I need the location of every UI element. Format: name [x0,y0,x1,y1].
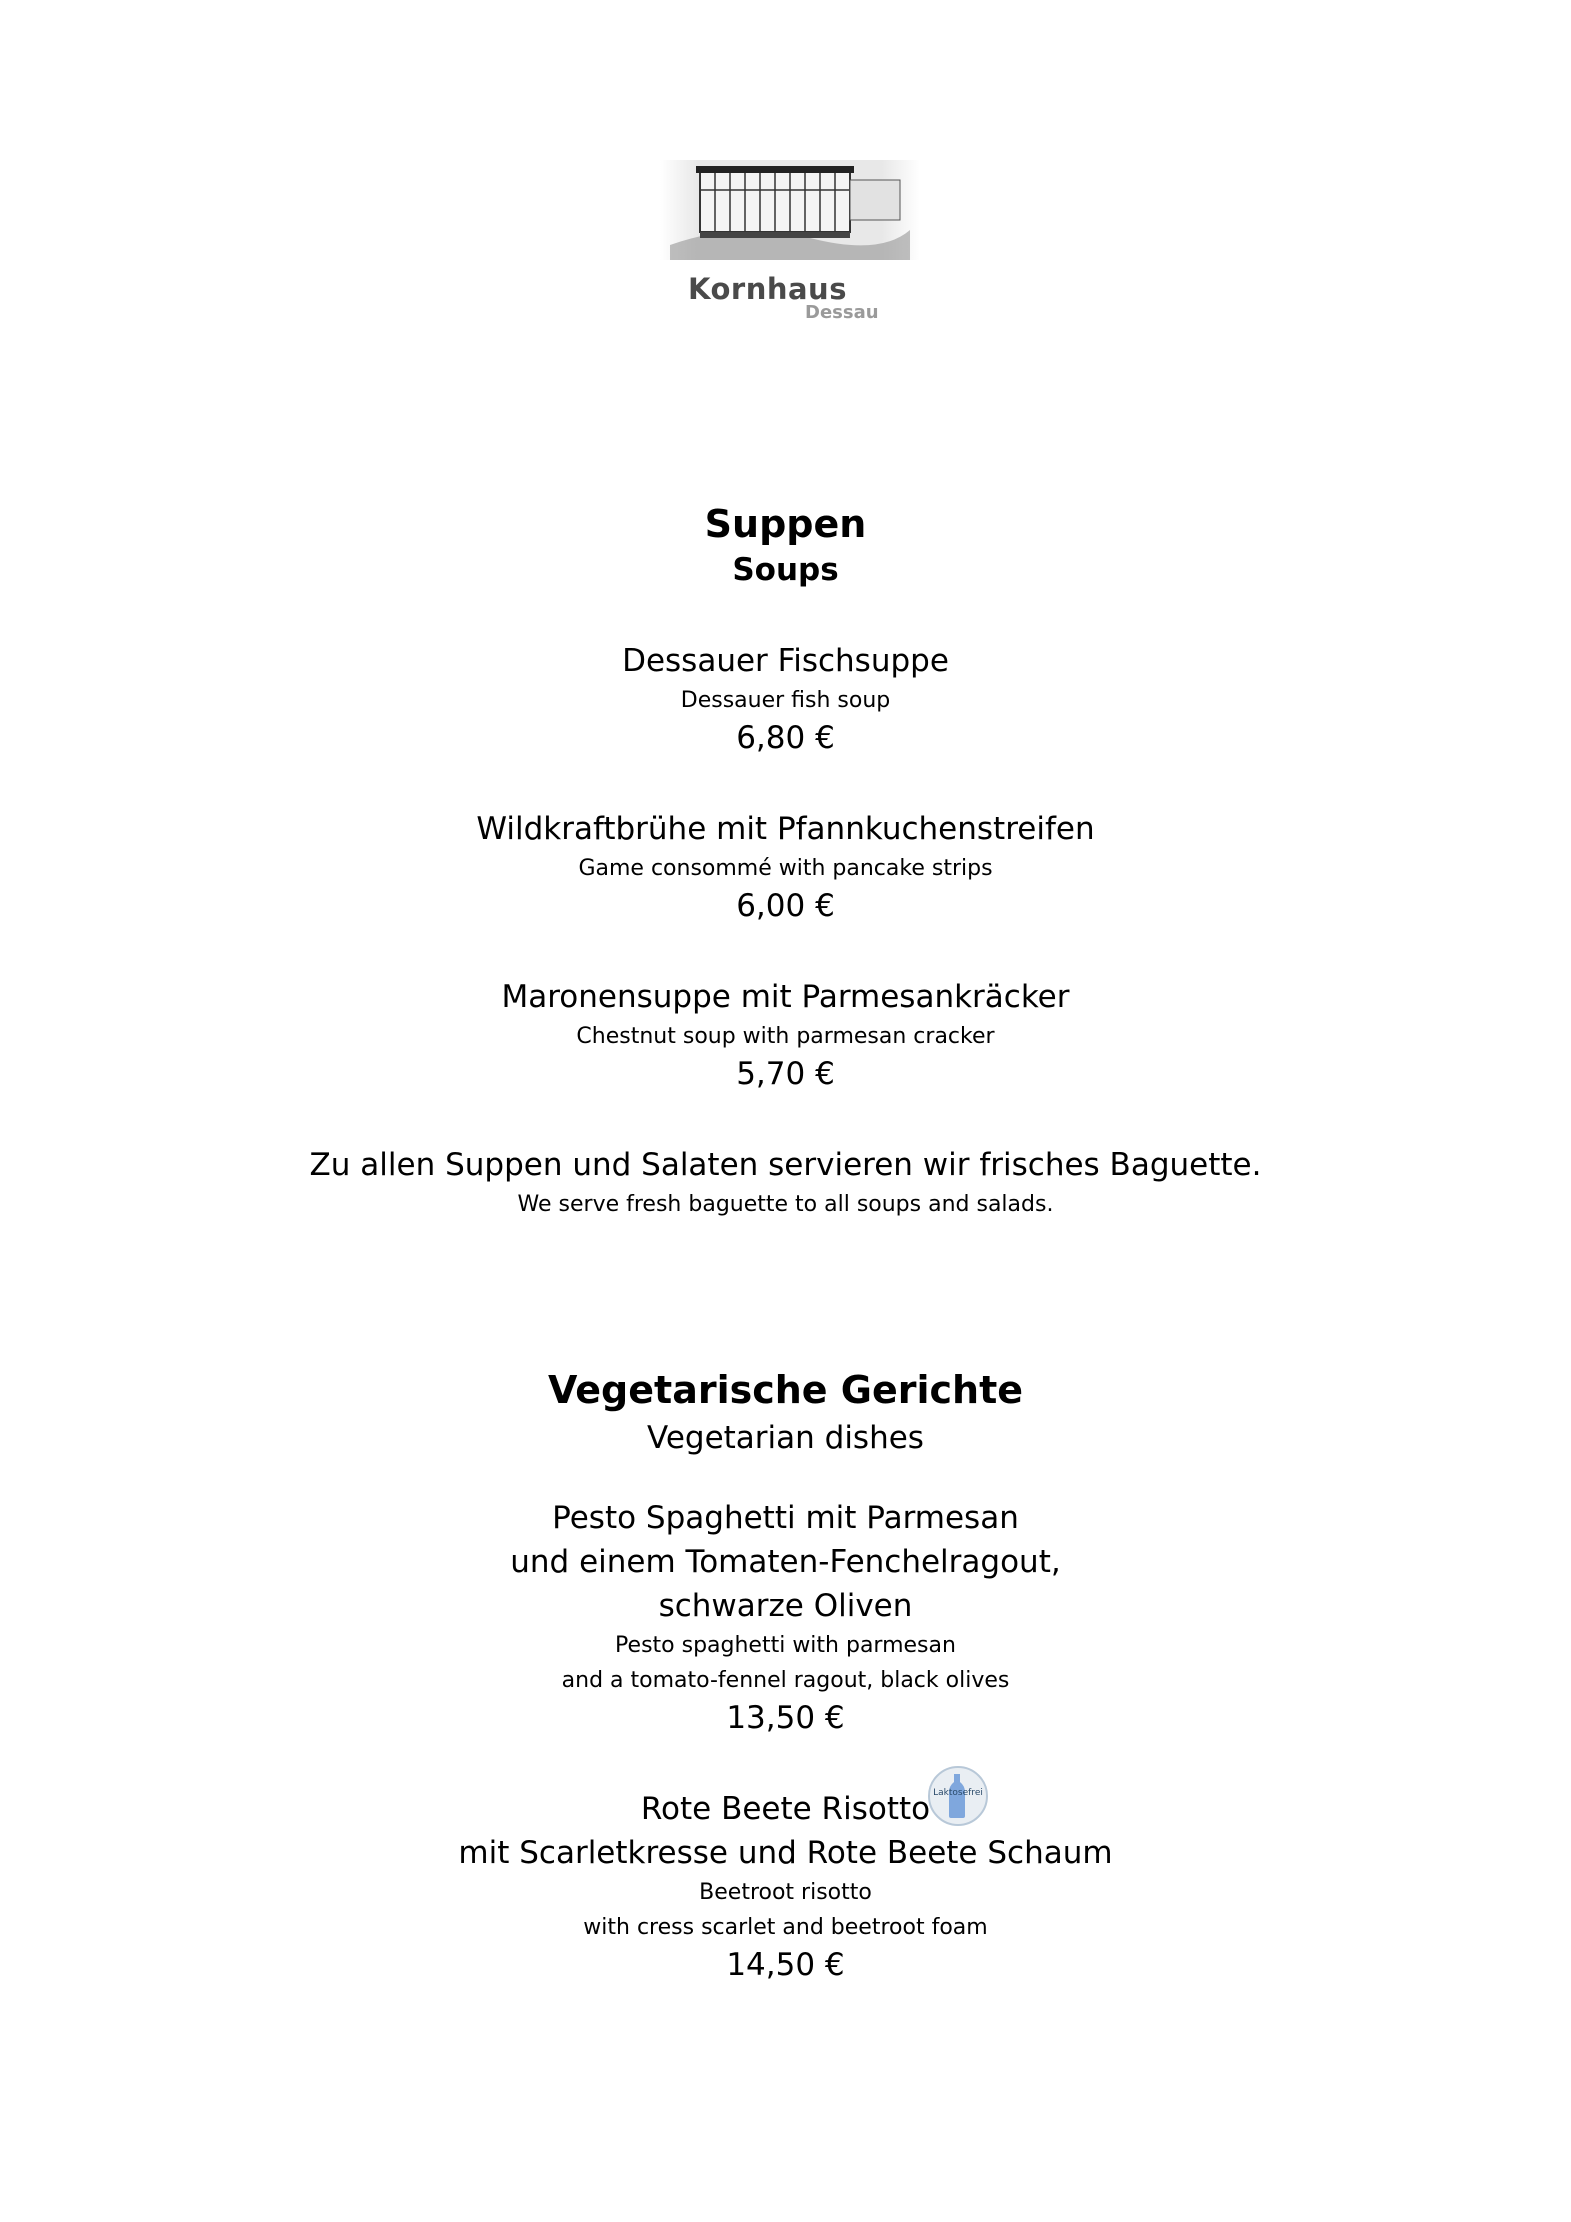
logo-name: Kornhaus [688,272,847,306]
lactose-free-badge [928,1766,988,1826]
veg-2-name-de-line-2: mit Scarletkresse und Rote Beete Schaum [458,1835,1113,1871]
veg-1-name-en-line-1: Pesto spaghetti with parmesan [615,1633,956,1658]
kornhaus-building-icon [660,150,920,270]
kornhaus-logo [660,150,920,330]
veg-2-price: 14,50 € [726,1947,845,1983]
soup-3-price: 5,70 € [736,1056,835,1092]
soups-title-de: Suppen [704,502,867,546]
baguette-note-en: We serve fresh baguette to all soups and salads. [517,1192,1054,1217]
soups-title-en: Soups [732,552,839,588]
logo-city: Dessau [805,302,879,323]
soup-2-name-de: Wildkraftbrühe mit Pfannkuchenstreifen [476,811,1095,847]
veg-1-name-de-line-2: und einem Tomaten-Fenchelragout, [510,1544,1061,1580]
veg-1-name-de-line-3: schwarze Oliven [658,1588,913,1624]
veg-2-name-en-line-1: Beetroot risotto [699,1880,872,1905]
soup-1-name-de: Dessauer Fischsuppe [622,643,949,679]
vegetarian-title-en: Vegetarian dishes [647,1420,924,1456]
veg-1-name-de-line-1: Pesto Spaghetti mit Parmesan [552,1500,1019,1536]
veg-1-price: 13,50 € [726,1700,845,1736]
soup-2-name-en: Game consommé with pancake strips [578,856,993,881]
soup-3-name-en: Chestnut soup with parmesan cracker [576,1024,995,1049]
veg-2-name-de-line-1: Rote Beete Risotto [640,1791,931,1827]
veg-1-name-en-line-2: and a tomato-fennel ragout, black olives [561,1668,1010,1693]
veg-2-name-en-line-2: with cress scarlet and beetroot foam [583,1915,988,1940]
vegetarian-title-de: Vegetarische Gerichte [547,1368,1024,1412]
soup-1-name-en: Dessauer fish soup [680,688,891,713]
soup-2-price: 6,00 € [736,888,835,924]
baguette-note-de: Zu allen Suppen und Salaten servieren wir frisches Baguette. [309,1147,1262,1183]
soup-1-price: 6,80 € [736,720,835,756]
lactose-free-label: Laktosefrei [933,1788,983,1798]
soup-3-name-de: Maronensuppe mit Parmesankräcker [501,979,1070,1015]
